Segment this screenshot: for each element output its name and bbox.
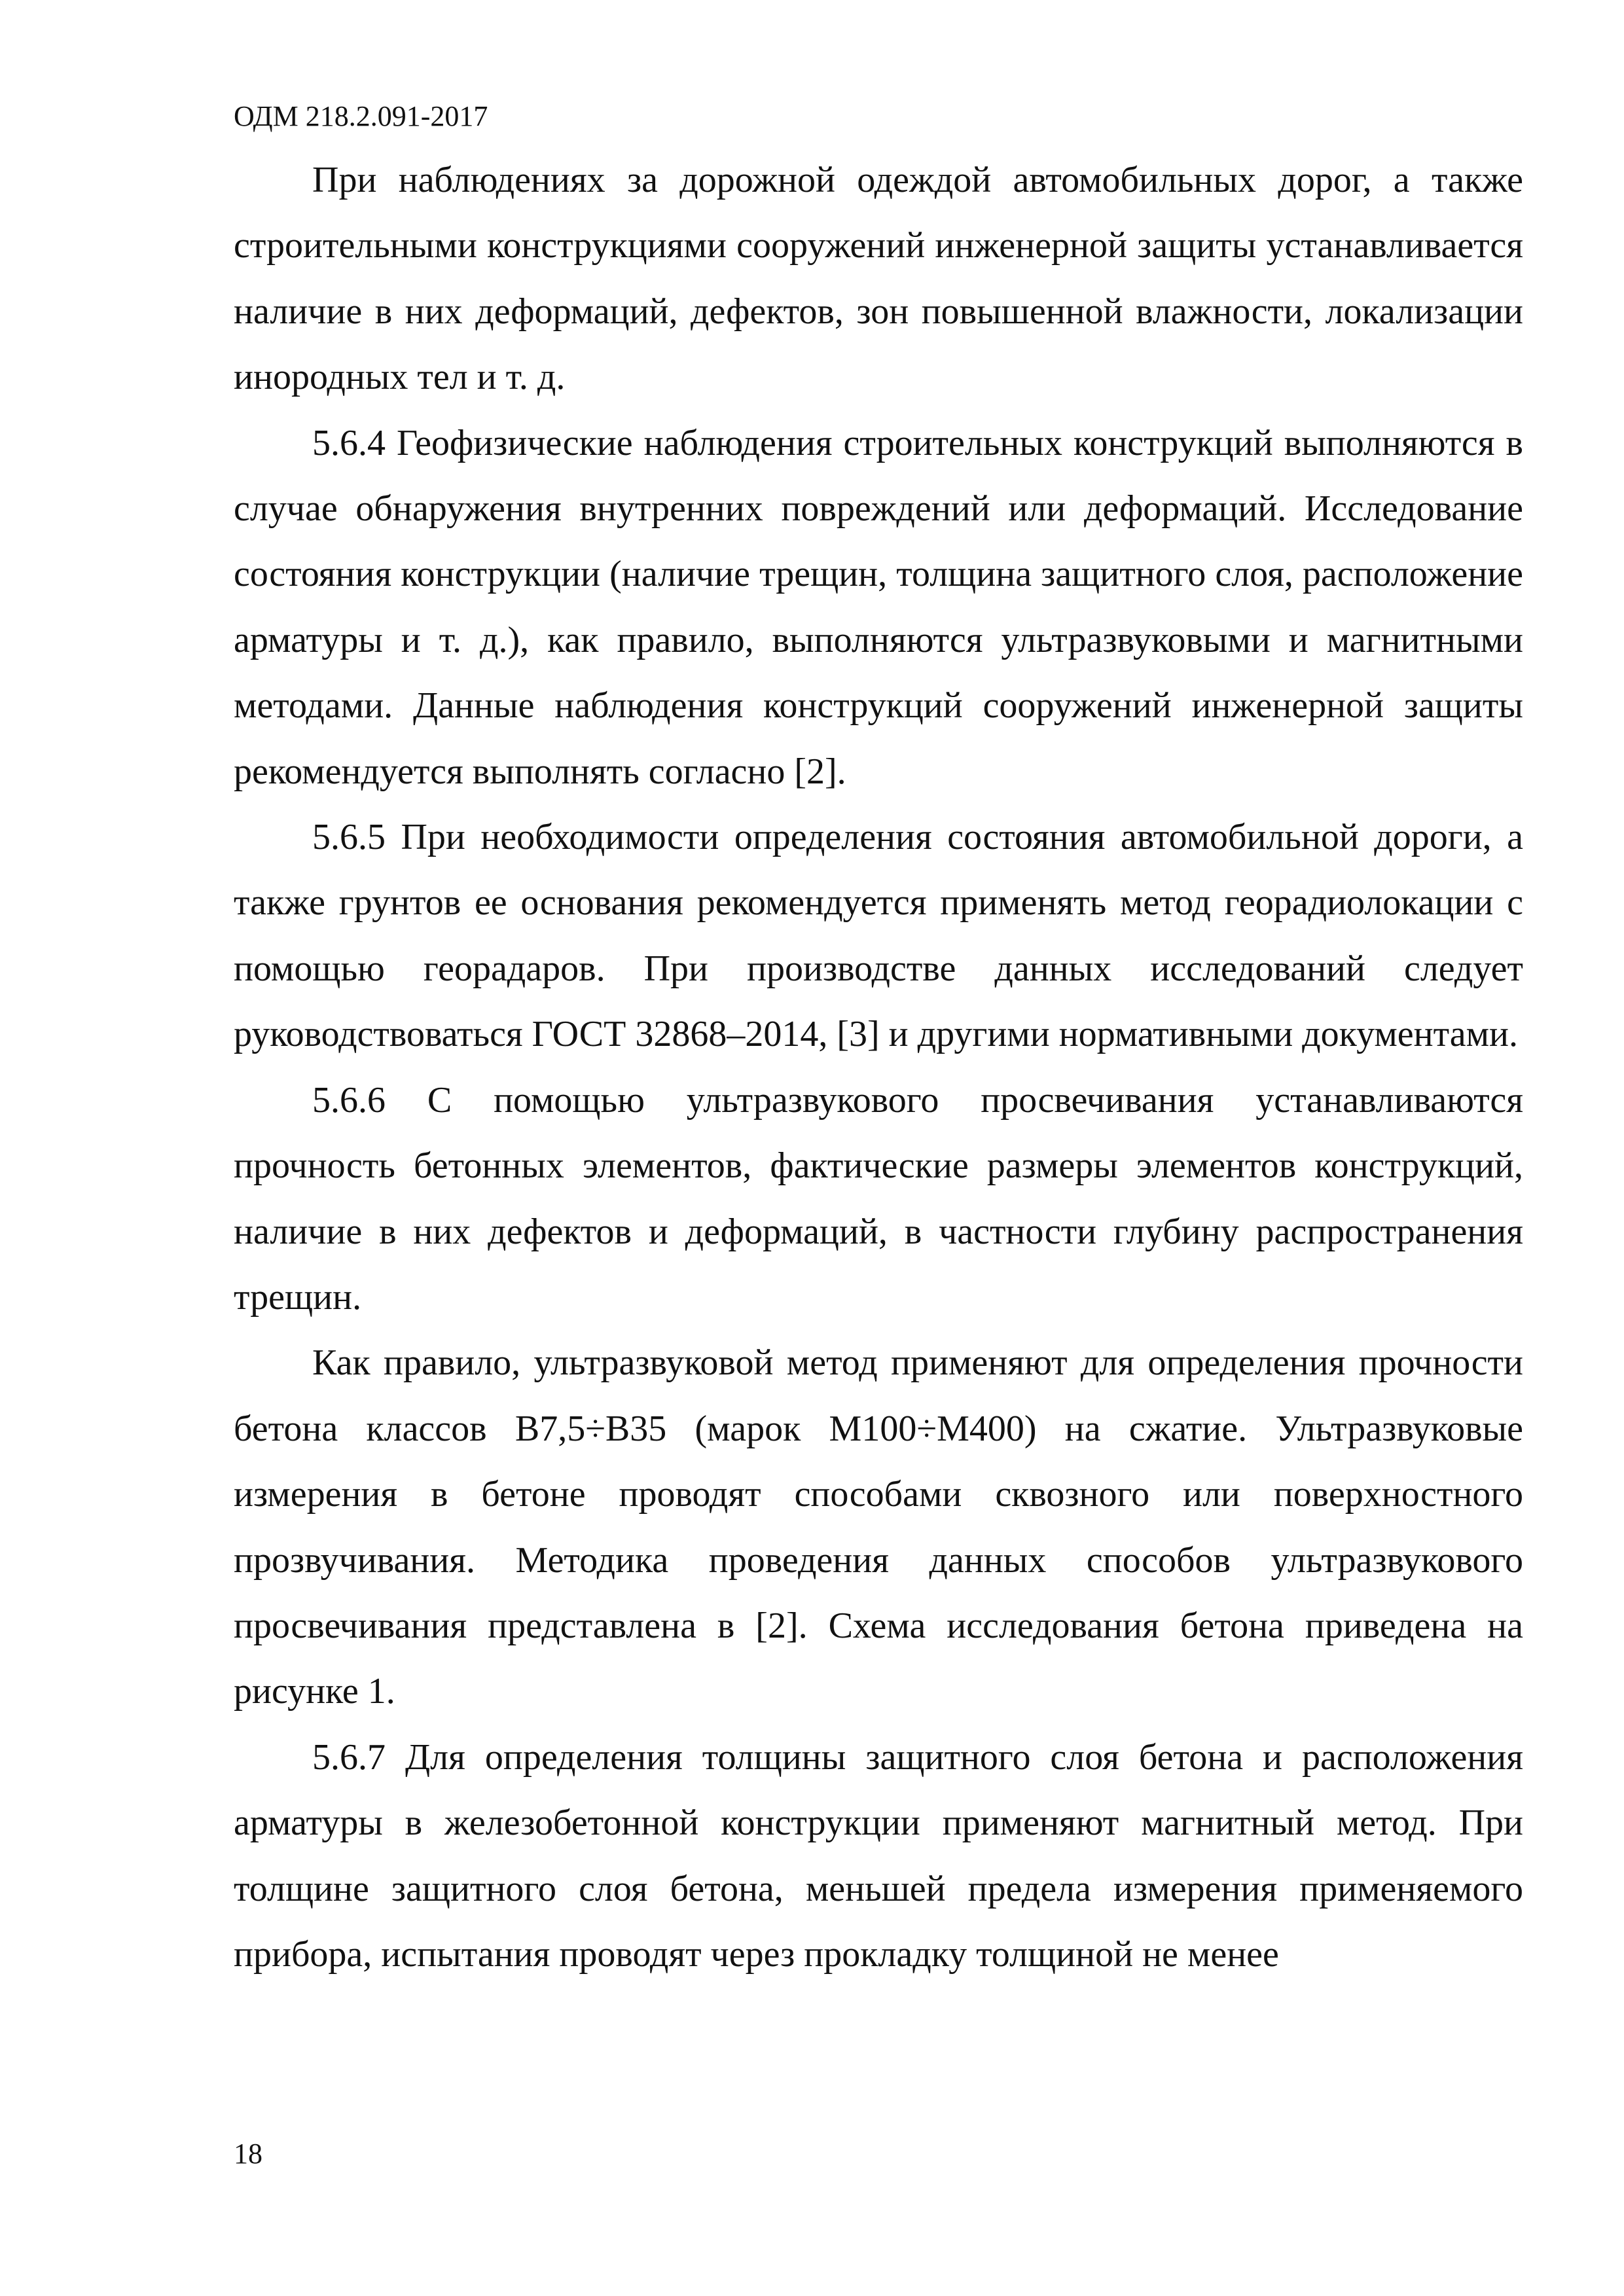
paragraph-ultrasonic-method: Как правило, ультразвуковой метод применяют для определения прочности бетона классов В7,5÷В35 (марок М100÷М400) на сжатие. Ультразвуковые измерения в бетоне проводят способами сквозного или поверхностного прозвучивания. Методика проведения данных способов ультразвукового просвечивания представлена в [2]. Схема исследования бетона приведена на рисунке 1. xyxy=(234,1342,1523,1712)
paragraph-5-6-7: 5.6.7 Для определения толщины защитного слоя бетона и расположения арматуры в железобетонной конструкции применяют магнитный метод. При толщине защитного слоя бетона, меньшей предела измерения применяемого прибора, испытания проводят через прокладку толщиной не менее xyxy=(234,1736,1523,1975)
page-number: 18 xyxy=(234,2138,262,2170)
paragraph-road-observations: При наблюдениях за дорожной одеждой автомобильных дорог, а также строительными конструкциями сооружений инженерной защиты устанавливается наличие в них деформаций, дефектов, зон повышенной влажности, локализации инородных тел и т. д. xyxy=(234,160,1523,398)
document-code-header: ОДМ 218.2.091-2017 xyxy=(234,100,488,132)
body-text xyxy=(234,147,1523,1987)
paragraph-5-6-4: 5.6.4 Геофизические наблюдения строительных конструкций выполняются в случае обнаружения внутренних повреждений или деформаций. Исследование состояния конструкции (наличие трещин, толщина защитного слоя, расположение арматуры и т. д.), как правило, выполняются ультразвуковыми и магнитными методами. Данные наблюдения конструкций сооружений инженерной защиты рекомендуется выполнять согласно [2]. xyxy=(234,422,1523,792)
paragraph-5-6-6: 5.6.6 С помощью ультразвукового просвечивания устанавливаются прочность бетонных элементов, фактические размеры элементов конструкций, наличие в них дефектов и деформаций, в частности глубину распространения трещин. xyxy=(234,1079,1523,1318)
paragraph-5-6-5: 5.6.5 При необходимости определения состояния автомобильной дороги, а также грунтов ее основания рекомендуется применять метод георадиолокации с помощью георадаров. При производстве данных исследований следует руководствоваться ГОСТ 32868–2014, [3] и другими нормативными документами. xyxy=(234,817,1523,1055)
